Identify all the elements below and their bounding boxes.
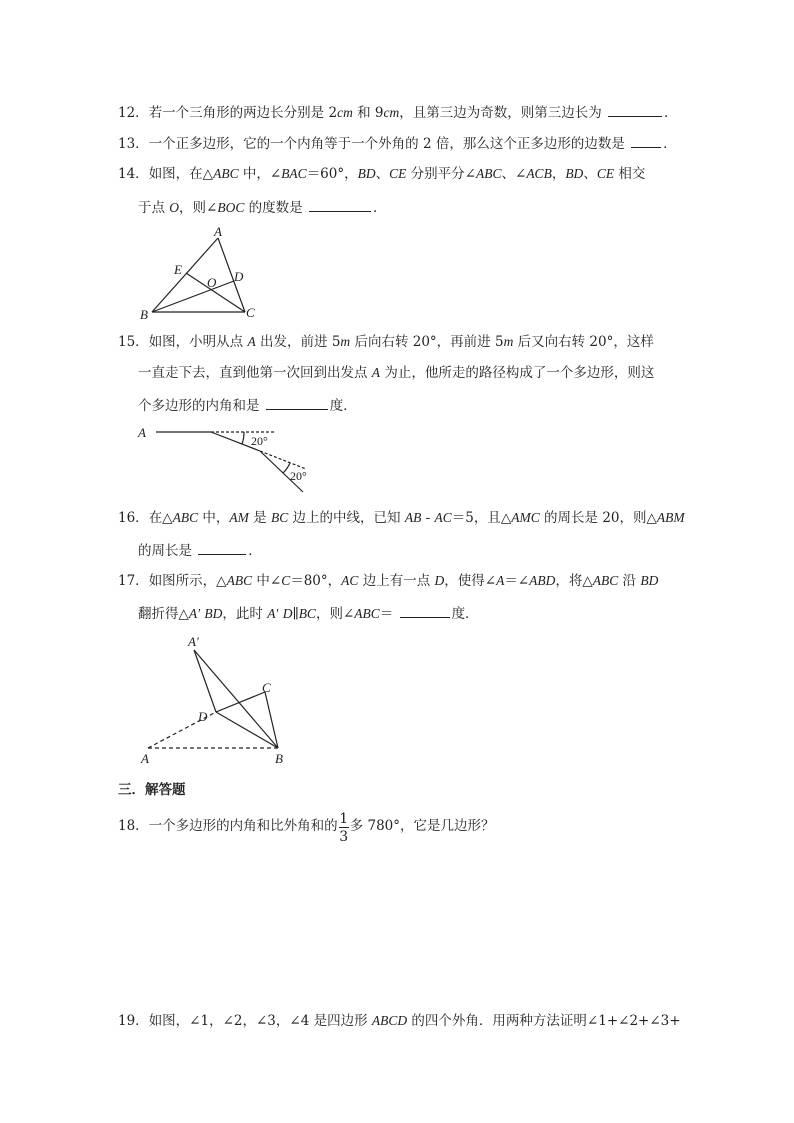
label-a-prime: A′ (188, 634, 199, 649)
question-19: 19．如图，∠1，∠2，∠3，∠4 是四边形 ABCD 的四个外角．用两种方法证明∠1+∠2+∠3+ (118, 1013, 681, 1029)
answer-blank[interactable] (631, 134, 661, 148)
question-number: 12． (118, 105, 149, 121)
label-c: C (246, 305, 255, 320)
answer-blank[interactable] (400, 604, 450, 618)
fraction-bar (339, 827, 349, 828)
label-a: A (141, 751, 149, 766)
answer-blank[interactable] (608, 103, 662, 117)
label-a: A (214, 224, 222, 239)
question-12: 12．若一个三角形的两边长分别是 2cm 和 9cm，且第三边为奇数，则第三边长为 ． (118, 105, 678, 121)
answer-blank[interactable] (309, 198, 371, 212)
question-13: 13．一个正多边形，它的一个内角等于一个外角的 2 倍，那么这个正多边形的边数是 ． (118, 136, 677, 152)
fraction-denominator: 3 (339, 828, 349, 845)
section-heading: 三．解答题 (118, 782, 186, 798)
question-15: 15．如图，小明从点 A 出发，前进 5m 后向右转 20°，再前进 5m 后又向右转 20°，这样 (118, 334, 654, 350)
question-number: 13． (118, 136, 149, 152)
label-o: O (207, 275, 217, 290)
question-number: 18． (118, 818, 149, 834)
question-number: 19． (118, 1013, 149, 1029)
question-15-line-2: 一直走下去，直到他第一次回到出发点 A 为止，他所走的路径构成了一个多边形，则这 (138, 365, 655, 381)
fraction-one-third (338, 810, 350, 845)
question-18: 18．一个多边形的内角和比外角和的 $\frac{1}{3}$ 多 780°，它是几边形？ (118, 810, 495, 845)
question-number: 16． (118, 510, 149, 526)
label-c: C (262, 680, 271, 695)
label-a: A (138, 425, 146, 440)
triangle-abc-svg (138, 224, 268, 324)
fraction-numerator: 1 (339, 810, 349, 827)
label-d: D (198, 709, 208, 724)
question-15-line-3: 个多边形的内角和是 度． (138, 398, 357, 414)
segment-a-prime-b (194, 650, 278, 748)
segment-db (216, 712, 278, 748)
segment-a-prime-d (194, 650, 216, 712)
label-b: B (275, 751, 283, 766)
label-e: E (174, 262, 182, 277)
angle-label-2: 20° (290, 469, 307, 483)
question-number: 14． (118, 166, 149, 182)
walking-path-figure (138, 420, 318, 500)
question-14-line-2: 于点 O，则∠BOC 的度数是 ． (138, 200, 387, 216)
answer-blank[interactable] (266, 396, 328, 410)
fold-triangle-svg (138, 630, 298, 770)
question-14: 14．如图，在△ABC 中，∠BAC＝60°，BD、CE 分别平分∠ABC、∠ACB，BD、CE 相交 (118, 166, 646, 182)
angle-label-1: 20° (251, 434, 268, 448)
walking-path-svg (138, 420, 318, 500)
question-number: 17． (118, 573, 149, 589)
angle-arc-1 (242, 432, 244, 444)
triangle-abc-figure (138, 224, 268, 324)
label-b: B (140, 307, 148, 322)
answer-blank[interactable] (198, 541, 246, 555)
angle-arc-2 (283, 463, 290, 473)
question-16-line-2: 的周长是 ． (138, 543, 262, 559)
question-number: 15． (118, 334, 149, 350)
question-16: 16．在△ABC 中，AM 是 BC 边上的中线，已知 AB - AC＝5，且△AMC 的周长是 20，则△ABM (118, 510, 685, 526)
question-17: 17．如图所示，△ABC 中∠C＝80°，AC 边上有一点 D，使得∠A＝∠ABD，将△ABC 沿 BD (118, 573, 659, 589)
extension-line-2 (260, 451, 306, 469)
label-d: D (234, 269, 244, 284)
question-17-line-2: 翻折得△A′ BD，此时 A′ D∥BC，则∠ABC＝ 度． (138, 606, 479, 622)
fold-triangle-figure (138, 630, 298, 770)
segment-dc (216, 692, 265, 712)
